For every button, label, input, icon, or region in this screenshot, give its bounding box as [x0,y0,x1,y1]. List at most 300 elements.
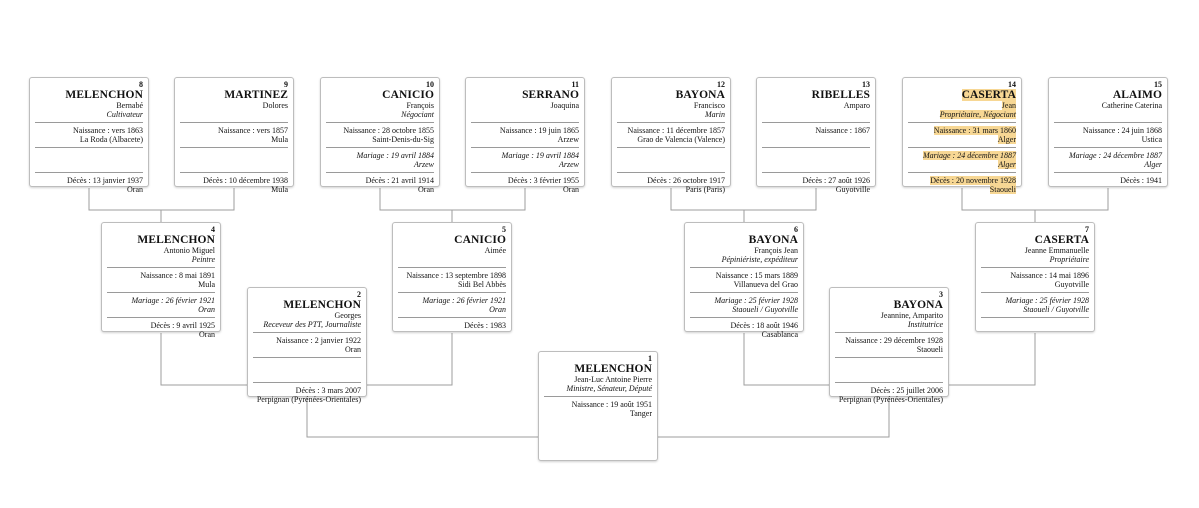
death-event [253,386,361,404]
marriage-event [908,151,1016,169]
sosa-number: 4 [211,225,215,234]
death-date-line [471,176,579,185]
marriage-date: Mariage : 25 février 1928 [1005,296,1089,305]
separator [326,122,434,123]
separator [253,357,361,358]
separator [107,292,215,293]
birth-place-line [835,345,943,354]
occupation-line [617,110,725,119]
given-names-line [398,246,506,255]
birth-date: Naissance : 15 mars 1889 [715,271,798,280]
marriage-place-line [471,160,579,169]
birth-place: Mula [198,280,215,289]
person-card-15[interactable] [1048,77,1168,187]
marriage-date-line [908,151,1016,160]
birth-place: Arzew [557,135,579,144]
marriage-date-line [690,296,798,305]
death-place-line [253,395,361,404]
marriage-event [253,361,361,379]
birth-place: Mula [271,135,288,144]
occupation-line [398,255,506,264]
birth-date: Naissance : 11 décembre 1857 [627,126,725,135]
marriage-date: Mariage : 24 décembre 1887 [1068,151,1162,160]
death-date-line [835,386,943,395]
person-card-9[interactable] [174,77,294,194]
separator [981,317,1089,318]
death-event [762,176,870,194]
separator [835,382,943,383]
death-date-line [908,176,1016,185]
death-date: Décès : 3 mars 2007 [295,386,361,395]
death-place-line [35,185,143,194]
death-event [835,386,943,404]
death-date: Décès : 1983 [464,321,506,330]
marriage-event [762,151,870,169]
death-date-line [35,176,143,185]
death-date-line [398,321,506,330]
birth-place: Alger [997,135,1016,144]
death-place: Guyotville [835,185,870,194]
surname-line [908,89,1016,101]
marriage-event [180,151,288,169]
person-card-11[interactable] [465,77,585,194]
birth-place-line [398,280,506,289]
occupation: Peintre [191,255,215,264]
death-place: Oran [418,185,434,194]
separator [762,147,870,148]
birth-date-line [762,126,870,135]
separator [107,317,215,318]
sosa-number: 8 [139,80,143,89]
sosa-number: 9 [284,80,288,89]
marriage-place-line [398,305,506,314]
occupation: Ministre, Sénateur, Député [566,384,652,393]
surname-line [981,234,1089,246]
sosa-number: 2 [357,290,361,299]
death-date: Décès : 3 février 1955 [507,176,579,185]
person-card-10[interactable] [320,77,440,194]
occupation-line [253,320,361,329]
birth-event [471,126,579,144]
separator [690,267,798,268]
birth-event [690,271,798,289]
birth-event [762,126,870,144]
birth-date-line [617,126,725,135]
death-event [471,176,579,194]
surname: CASERTA [1034,234,1089,246]
separator [908,172,1016,173]
birth-place: La Roda (Albacete) [79,135,143,144]
person-card-8[interactable] [29,77,149,194]
marriage-date-line [326,151,434,160]
given-names-line [107,246,215,255]
death-event [35,176,143,194]
marriage-event [471,151,579,169]
surname: MELENCHON [65,89,143,101]
death-date: Décès : 20 novembre 1928 [930,176,1016,185]
occupation-line [762,110,870,119]
surname-line [253,299,361,311]
birth-date: Naissance : vers 1863 [73,126,143,135]
birth-date-line [326,126,434,135]
surname: RIBELLES [811,89,870,101]
surname: MELENCHON [137,234,215,246]
surname-line [835,299,943,311]
marriage-place-line [107,305,215,314]
sosa-number: 6 [794,225,798,234]
given-names-line [544,375,652,384]
death-place-line [107,330,215,339]
marriage-event [398,296,506,314]
person-card-14[interactable] [902,77,1022,194]
marriage-place: Oran [198,305,215,314]
death-date: Décès : 9 avril 1925 [150,321,215,330]
death-place-line [617,185,725,194]
given-names: François [406,101,434,110]
birth-place-line [544,409,652,418]
death-place: Mula [271,185,288,194]
death-date-line [326,176,434,185]
birth-date: Naissance : 28 octobre 1855 [343,126,434,135]
given-names: Francisco [693,101,725,110]
death-event [690,321,798,339]
given-names: Aimée [484,246,506,255]
death-event [1054,176,1162,194]
marriage-event [617,151,725,169]
death-place: Oran [199,330,215,339]
sosa-number: 12 [717,80,725,89]
birth-date-line [471,126,579,135]
surname: MELENCHON [283,299,361,311]
birth-place: Staoueli [916,345,943,354]
marriage-date: Mariage : 26 février 1921 [131,296,215,305]
death-date-line [180,176,288,185]
marriage-date-line [1054,151,1162,160]
occupation-line [908,110,1016,119]
separator [762,122,870,123]
surname-line [544,363,652,375]
birth-date-line [981,271,1089,280]
separator [326,172,434,173]
occupation: Propriétaire [1049,255,1089,264]
surname-line [617,89,725,101]
sosa-number: 1 [648,354,652,363]
death-place: Oran [127,185,143,194]
birth-event [35,126,143,144]
death-date-line [762,176,870,185]
separator [107,267,215,268]
separator [253,332,361,333]
birth-date-line [398,271,506,280]
occupation: Propriétaire, Négociant [939,110,1016,119]
sosa-number: 5 [502,225,506,234]
marriage-date: Mariage : 26 février 1921 [422,296,506,305]
birth-event [180,126,288,144]
separator [1054,172,1162,173]
separator [835,332,943,333]
birth-place-line [253,345,361,354]
separator [471,147,579,148]
marriage-place-line [981,305,1089,314]
occupation-line [326,110,434,119]
surname-line [107,234,215,246]
surname-line [1054,89,1162,101]
marriage-event [1054,151,1162,169]
birth-date-line [253,336,361,345]
birth-date-line [1054,126,1162,135]
person-card-3[interactable] [829,287,949,404]
death-date: Décès : 10 décembre 1938 [203,176,288,185]
death-event [180,176,288,194]
birth-place: Ustica [1141,135,1162,144]
marriage-date: Mariage : 24 décembre 1887 [922,151,1016,160]
death-place: Perpignan (Pyrénées-Orientales) [838,395,943,404]
separator [35,122,143,123]
birth-event [835,336,943,354]
birth-date: Naissance : 2 janvier 1922 [276,336,361,345]
separator [471,122,579,123]
surname: CANICIO [454,234,506,246]
birth-date: Naissance : 24 juin 1868 [1082,126,1162,135]
marriage-place: Staoueli / Guyotville [732,305,798,314]
surname: MARTINEZ [224,89,288,101]
separator [617,172,725,173]
sosa-number: 13 [862,80,870,89]
separator [35,172,143,173]
marriage-event [981,296,1089,314]
given-names-line [471,101,579,110]
death-date: Décès : 1941 [1120,176,1162,185]
birth-place: Grao de Valencia (Valence) [637,135,725,144]
birth-place-line [35,135,143,144]
birth-date: Naissance : 1867 [815,126,870,135]
separator [617,147,725,148]
separator [690,317,798,318]
birth-event [326,126,434,144]
death-date: Décès : 25 juillet 2006 [870,386,943,395]
person-card-2[interactable] [247,287,367,404]
given-names: Bernabé [116,101,143,110]
marriage-date-line [107,296,215,305]
occupation: Marin [705,110,725,119]
death-place-line [835,395,943,404]
death-date-line [690,321,798,330]
marriage-place: Arzew [559,160,579,169]
marriage-place: Oran [489,305,506,314]
birth-place: Villanueva del Grao [733,280,798,289]
separator [981,267,1089,268]
death-place-line [690,330,798,339]
surname: ALAIMO [1112,89,1162,101]
death-date-line [253,386,361,395]
sosa-number: 3 [939,290,943,299]
separator [908,122,1016,123]
occupation-line [544,384,652,393]
death-date: Décès : 26 octobre 1917 [647,176,725,185]
separator [981,292,1089,293]
separator [180,122,288,123]
person-card-12[interactable] [611,77,731,194]
given-names-line [762,101,870,110]
occupation-line [107,255,215,264]
death-place-line [762,185,870,194]
surname: BAYONA [748,234,798,246]
birth-date: Naissance : 19 août 1951 [571,400,652,409]
birth-date: Naissance : vers 1857 [218,126,288,135]
occupation-line [35,110,143,119]
marriage-date-line [398,296,506,305]
person-card-1[interactable] [538,351,658,461]
death-event [107,321,215,339]
birth-event [1054,126,1162,144]
birth-date: Naissance : 8 mai 1891 [140,271,215,280]
surname: CASERTA [961,89,1016,101]
birth-event [107,271,215,289]
death-event [981,321,1089,339]
birth-place: Oran [345,345,361,354]
death-date: Décès : 21 avril 1914 [365,176,434,185]
surname: CANICIO [382,89,434,101]
given-names-line [690,246,798,255]
occupation-line [690,255,798,264]
birth-place: Saint-Denis-du-Sig [372,135,434,144]
occupation-line [835,320,943,329]
separator [544,396,652,397]
given-names: Joaquina [550,101,579,110]
surname-line [398,234,506,246]
marriage-place-line [690,305,798,314]
birth-place-line [690,280,798,289]
death-place: Casablanca [761,330,798,339]
birth-place-line [1054,135,1162,144]
birth-date-line [544,400,652,409]
birth-date: Naissance : 29 décembre 1928 [845,336,943,345]
sosa-number: 15 [1154,80,1162,89]
given-names-line [617,101,725,110]
birth-date-line [908,126,1016,135]
death-date: Décès : 13 janvier 1937 [67,176,143,185]
birth-event [908,126,1016,144]
birth-date-line [107,271,215,280]
separator [690,292,798,293]
marriage-place-line [1054,160,1162,169]
birth-date-line [35,126,143,135]
birth-date: Naissance : 19 juin 1865 [499,126,579,135]
given-names: Antonio Miguel [163,246,215,255]
given-names: Jean-Luc Antoine Pierre [574,375,652,384]
surname: BAYONA [893,299,943,311]
person-card-7[interactable] [975,222,1095,332]
surname: BAYONA [675,89,725,101]
birth-place-line [107,280,215,289]
separator [326,147,434,148]
separator [617,122,725,123]
marriage-place-line [908,160,1016,169]
given-names: Jean [1001,101,1016,110]
marriage-event [835,361,943,379]
separator [835,357,943,358]
separator [1054,122,1162,123]
death-place: Staoueli [989,185,1016,194]
birth-place: Tanger [629,409,652,418]
marriage-event [35,151,143,169]
birth-date: Naissance : 31 mars 1860 [933,126,1016,135]
death-event [617,176,725,194]
marriage-place: Alger [1144,160,1162,169]
marriage-event [107,296,215,314]
marriage-date: Mariage : 19 avril 1884 [501,151,579,160]
birth-place-line [471,135,579,144]
birth-event [398,271,506,289]
separator [253,382,361,383]
separator [398,317,506,318]
marriage-place: Alger [998,160,1016,169]
marriage-date-line [981,296,1089,305]
birth-date-line [180,126,288,135]
birth-event [253,336,361,354]
separator [180,172,288,173]
death-place-line [908,185,1016,194]
occupation-line [981,255,1089,264]
occupation: Institutrice [907,320,943,329]
birth-event [544,400,652,418]
separator [35,147,143,148]
occupation: Négociant [401,110,434,119]
given-names-line [253,311,361,320]
given-names-line [326,101,434,110]
given-names-line [180,101,288,110]
occupation-line [471,110,579,119]
surname: MELENCHON [574,363,652,375]
given-names: François Jean [754,246,798,255]
death-date: Décès : 27 août 1926 [802,176,870,185]
occupation: Receveur des PTT, Journaliste [263,320,361,329]
marriage-place-line [326,160,434,169]
separator [398,292,506,293]
birth-date-line [835,336,943,345]
surname: SERRANO [522,89,579,101]
person-card-13[interactable] [756,77,876,194]
person-card-4[interactable] [101,222,221,339]
separator [180,147,288,148]
occupation: Pépiniériste, expéditeur [721,255,798,264]
marriage-date-line [471,151,579,160]
birth-place: Sidi Bel Abbès [457,280,506,289]
death-event [908,176,1016,194]
sosa-number: 7 [1085,225,1089,234]
marriage-place: Arzew [414,160,434,169]
separator [471,172,579,173]
sosa-number: 10 [426,80,434,89]
person-card-6[interactable] [684,222,804,339]
death-place-line [471,185,579,194]
occupation: Cultivateur [106,110,143,119]
separator [1054,147,1162,148]
death-date: Décès : 18 août 1946 [730,321,798,330]
marriage-event [690,296,798,314]
birth-date-line [690,271,798,280]
given-names: Amparo [843,101,870,110]
sosa-number: 14 [1008,80,1016,89]
marriage-date: Mariage : 25 février 1928 [714,296,798,305]
surname-line [690,234,798,246]
death-date-line [1054,176,1162,185]
birth-place-line [981,280,1089,289]
surname-line [326,89,434,101]
person-card-5[interactable] [392,222,512,332]
death-place: Oran [563,185,579,194]
birth-date: Naissance : 14 mai 1896 [1010,271,1089,280]
